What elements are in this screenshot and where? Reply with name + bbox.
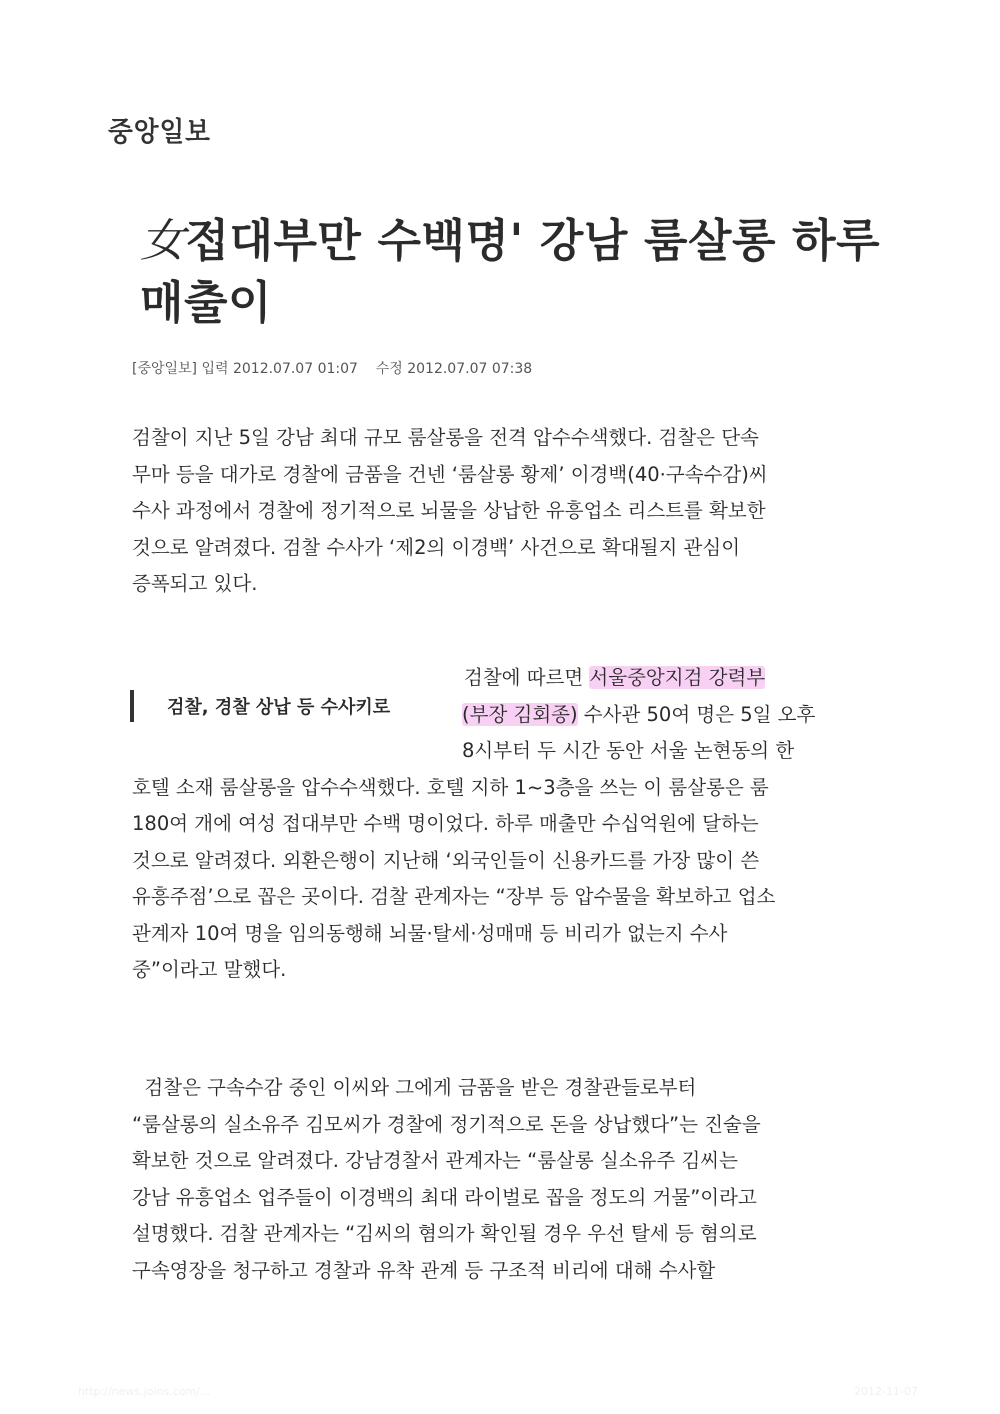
- paragraph-line: 무마 등을 대가로 경찰에 금품을 건넨 ‘룸살롱 황제’ 이경백(40·구속수감)씨: [132, 462, 768, 486]
- paragraph-line: 180여 개에 여성 접대부만 수백 명이었다. 하루 매출만 수십억원에 달하는: [132, 812, 759, 835]
- paragraph-line: 8시부터 두 시간 동안 서울 논현동의 한: [462, 739, 795, 762]
- paragraph-line: 중”이라고 말했다.: [132, 958, 287, 981]
- paragraph-line: 호텔 소재 룸살롱을 압수수색했다. 호텔 지하 1~3층을 쓰는 이 룸살롱은 룸: [132, 775, 769, 799]
- newspaper-logo: 중앙일보: [108, 117, 211, 148]
- title-line-1-text: 접대부만 수백명' 강남 룸살롱 하루: [185, 214, 881, 267]
- paragraph-line: 증폭되고 있다.: [132, 572, 258, 595]
- title-mark: 女: [140, 214, 186, 267]
- article-title: [140, 210, 900, 334]
- highlighted-text: 서울중앙지검 강력부: [589, 666, 766, 689]
- paragraph-line: 강남 유흥업소 업주들이 이경백의 최대 라이벌로 꼽을 정도의 거물”이라고: [132, 1185, 757, 1209]
- title-line-1: [140, 210, 900, 272]
- paragraph-line: 설명했다. 검찰 관계자는 “김씨의 혐의가 확인될 경우 우선 탈세 등 혐의로: [132, 1222, 757, 1245]
- paragraph-line: 검찰이 지난 5일 강남 최대 규모 룸살롱을 전격 압수수색했다. 검찰은 단속: [132, 426, 759, 449]
- paragraph-line: [132, 697, 892, 734]
- article-meta: [중앙일보] 입력 2012.07.07 01:07 수정 2012.07.07 07:38: [132, 361, 533, 377]
- paragraph-line: 유흥주점’으로 꼽은 곳이다. 검찰 관계자는 “장부 등 압수물을 확보하고 업소: [132, 885, 776, 908]
- paragraph-3: [132, 1070, 892, 1289]
- paragraph-2: [132, 660, 892, 989]
- paragraph-line: 구속영장을 청구하고 경찰과 유착 관계 등 구조적 비리에 대해 수사할: [132, 1258, 716, 1282]
- paragraph-line: 검찰은 구속수감 중인 이씨와 그에게 금품을 받은 경찰관들로부터: [132, 1076, 697, 1099]
- paragraph-line: 수사 과정에서 경찰에 정기적으로 뇌물을 상납한 유흥업소 리스트를 확보한: [132, 499, 766, 522]
- title-line-2: 매출이: [140, 276, 272, 329]
- paragraph-line: “룸살롱의 실소유주 김모씨가 경찰에 정기적으로 돈을 상납했다”는 진술을: [132, 1112, 761, 1136]
- paragraph-text: 수사관 50여 명은 5일 오후: [577, 702, 816, 726]
- paragraph-1: [132, 420, 892, 603]
- paragraph-line: 것으로 알려졌다. 외환은행이 지난해 ‘외국인들이 신용카드를 가장 많이 쓴: [132, 848, 760, 872]
- footer-date: 2012-11-07: [854, 1385, 918, 1398]
- highlighted-text: (부장 김회종): [462, 702, 578, 726]
- paragraph-line: [132, 660, 892, 697]
- paragraph-text: 검찰에 따르면: [464, 666, 590, 689]
- print-footer: [78, 1385, 918, 1398]
- paragraph-line: 관계자 10여 명을 임의동행해 뇌물·탈세·성매매 등 비리가 없는지 수사: [132, 921, 728, 945]
- paragraph-line: 것으로 알려졌다. 검찰 수사가 ‘제2의 이경백’ 사건으로 확대될지 관심이: [132, 535, 741, 559]
- subheading-text: 검찰, 경찰 상납 등 수사키로: [167, 697, 391, 718]
- footer-url: http://news.joins.com/...: [78, 1385, 211, 1398]
- paragraph-line: 확보한 것으로 알려졌다. 강남경찰서 관계자는 “룸살롱 실소유주 김씨는: [132, 1149, 738, 1172]
